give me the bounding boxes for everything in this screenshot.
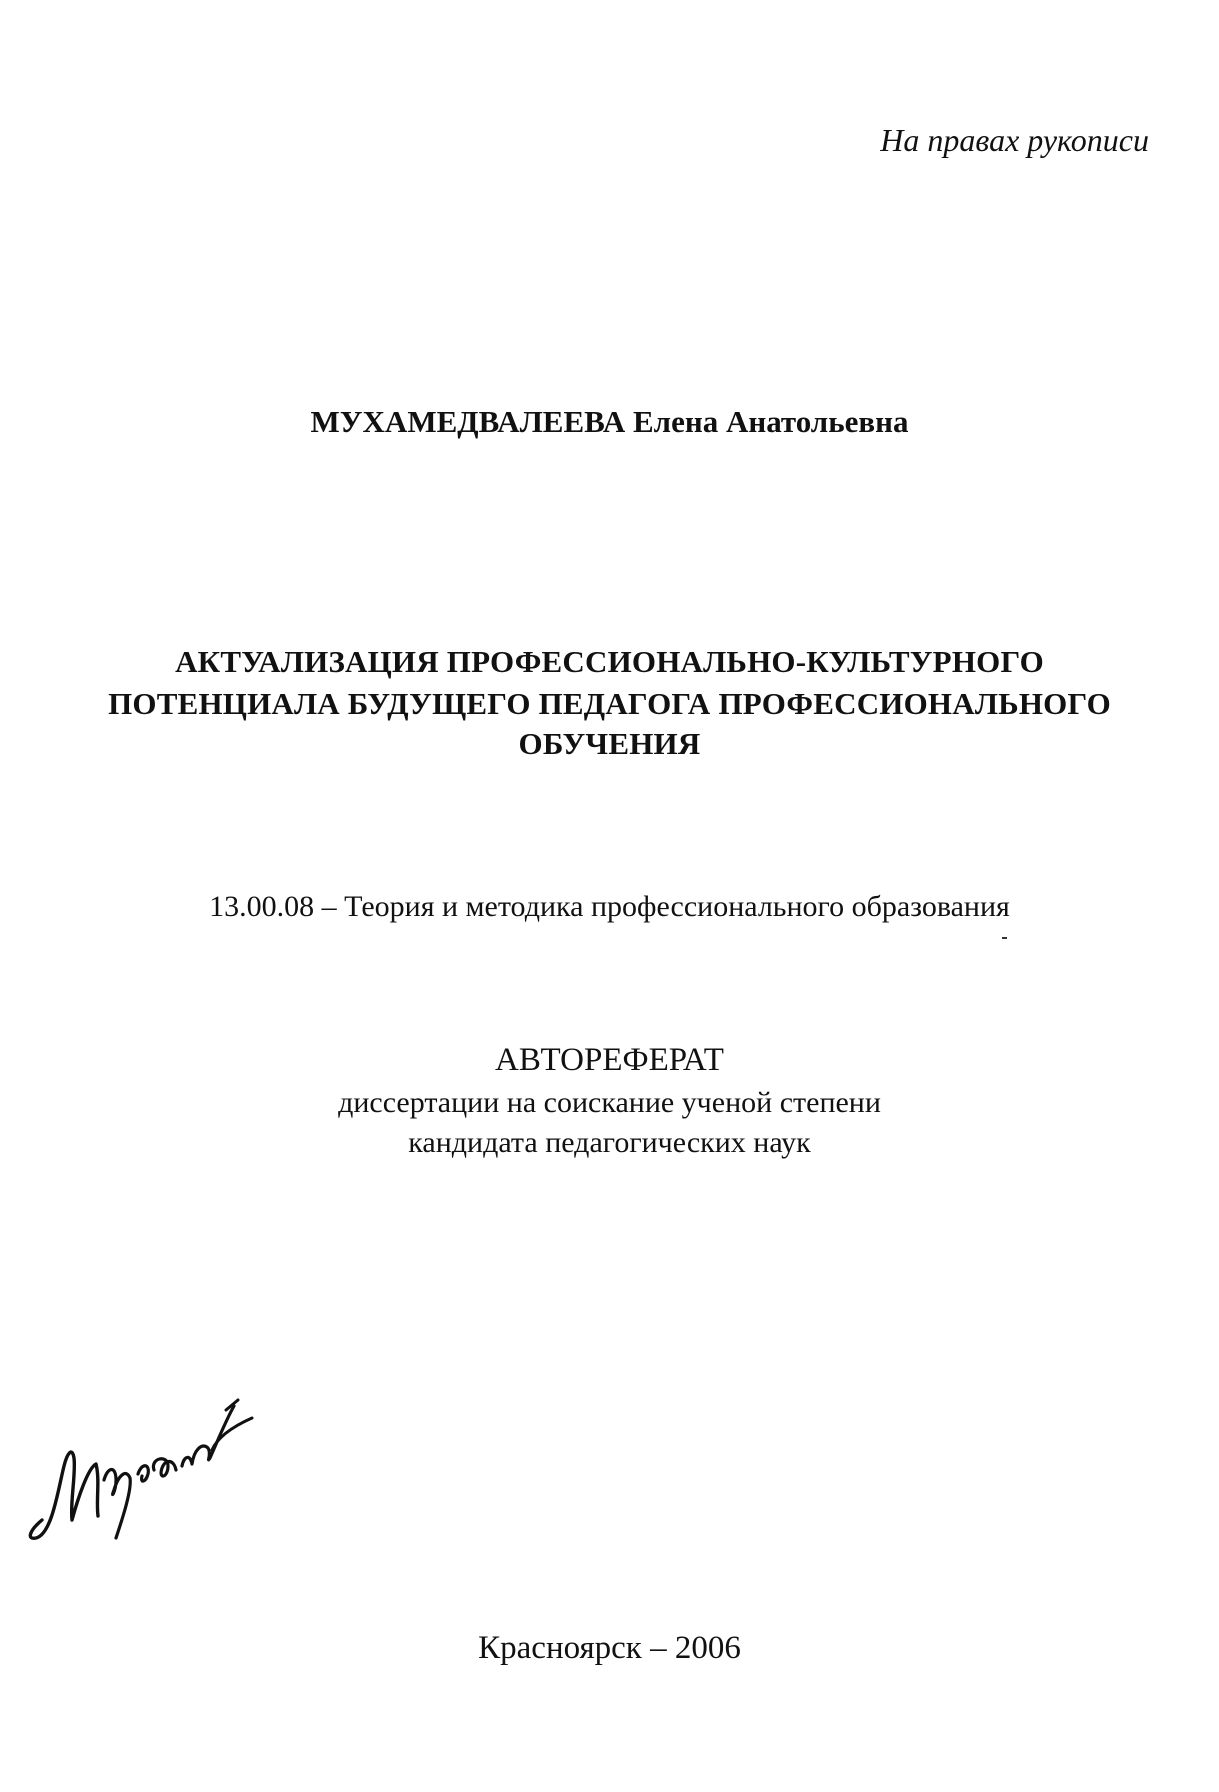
scan-speck [1002, 937, 1007, 939]
rights-note: На правах рукописи [880, 122, 1149, 158]
title-line-1: АКТУАЛИЗАЦИЯ ПРОФЕССИОНАЛЬНО-КУЛЬТУРНОГО [175, 644, 1044, 679]
author-name: МУХАМЕДВАЛЕЕВА Елена Анатольевна [310, 404, 909, 439]
place-and-year: Красноярск – 2006 [478, 1630, 741, 1666]
degree-description-line-2: кандидата педагогических наук [408, 1126, 811, 1159]
title-line-2: ПОТЕНЦИАЛА БУДУЩЕГО ПЕДАГОГА ПРОФЕССИОНАЛЬНОГО [108, 686, 1111, 721]
specialty-code: 13.00.08 – Теория и методика профессионального образования [209, 890, 1010, 923]
handwritten-signature-icon [12, 1370, 272, 1550]
document-type: АВТОРЕФЕРАТ [495, 1042, 724, 1078]
title-line-3: ОБУЧЕНИЯ [518, 726, 701, 761]
degree-description-line-1: диссертации на соискание ученой степени [338, 1086, 881, 1119]
